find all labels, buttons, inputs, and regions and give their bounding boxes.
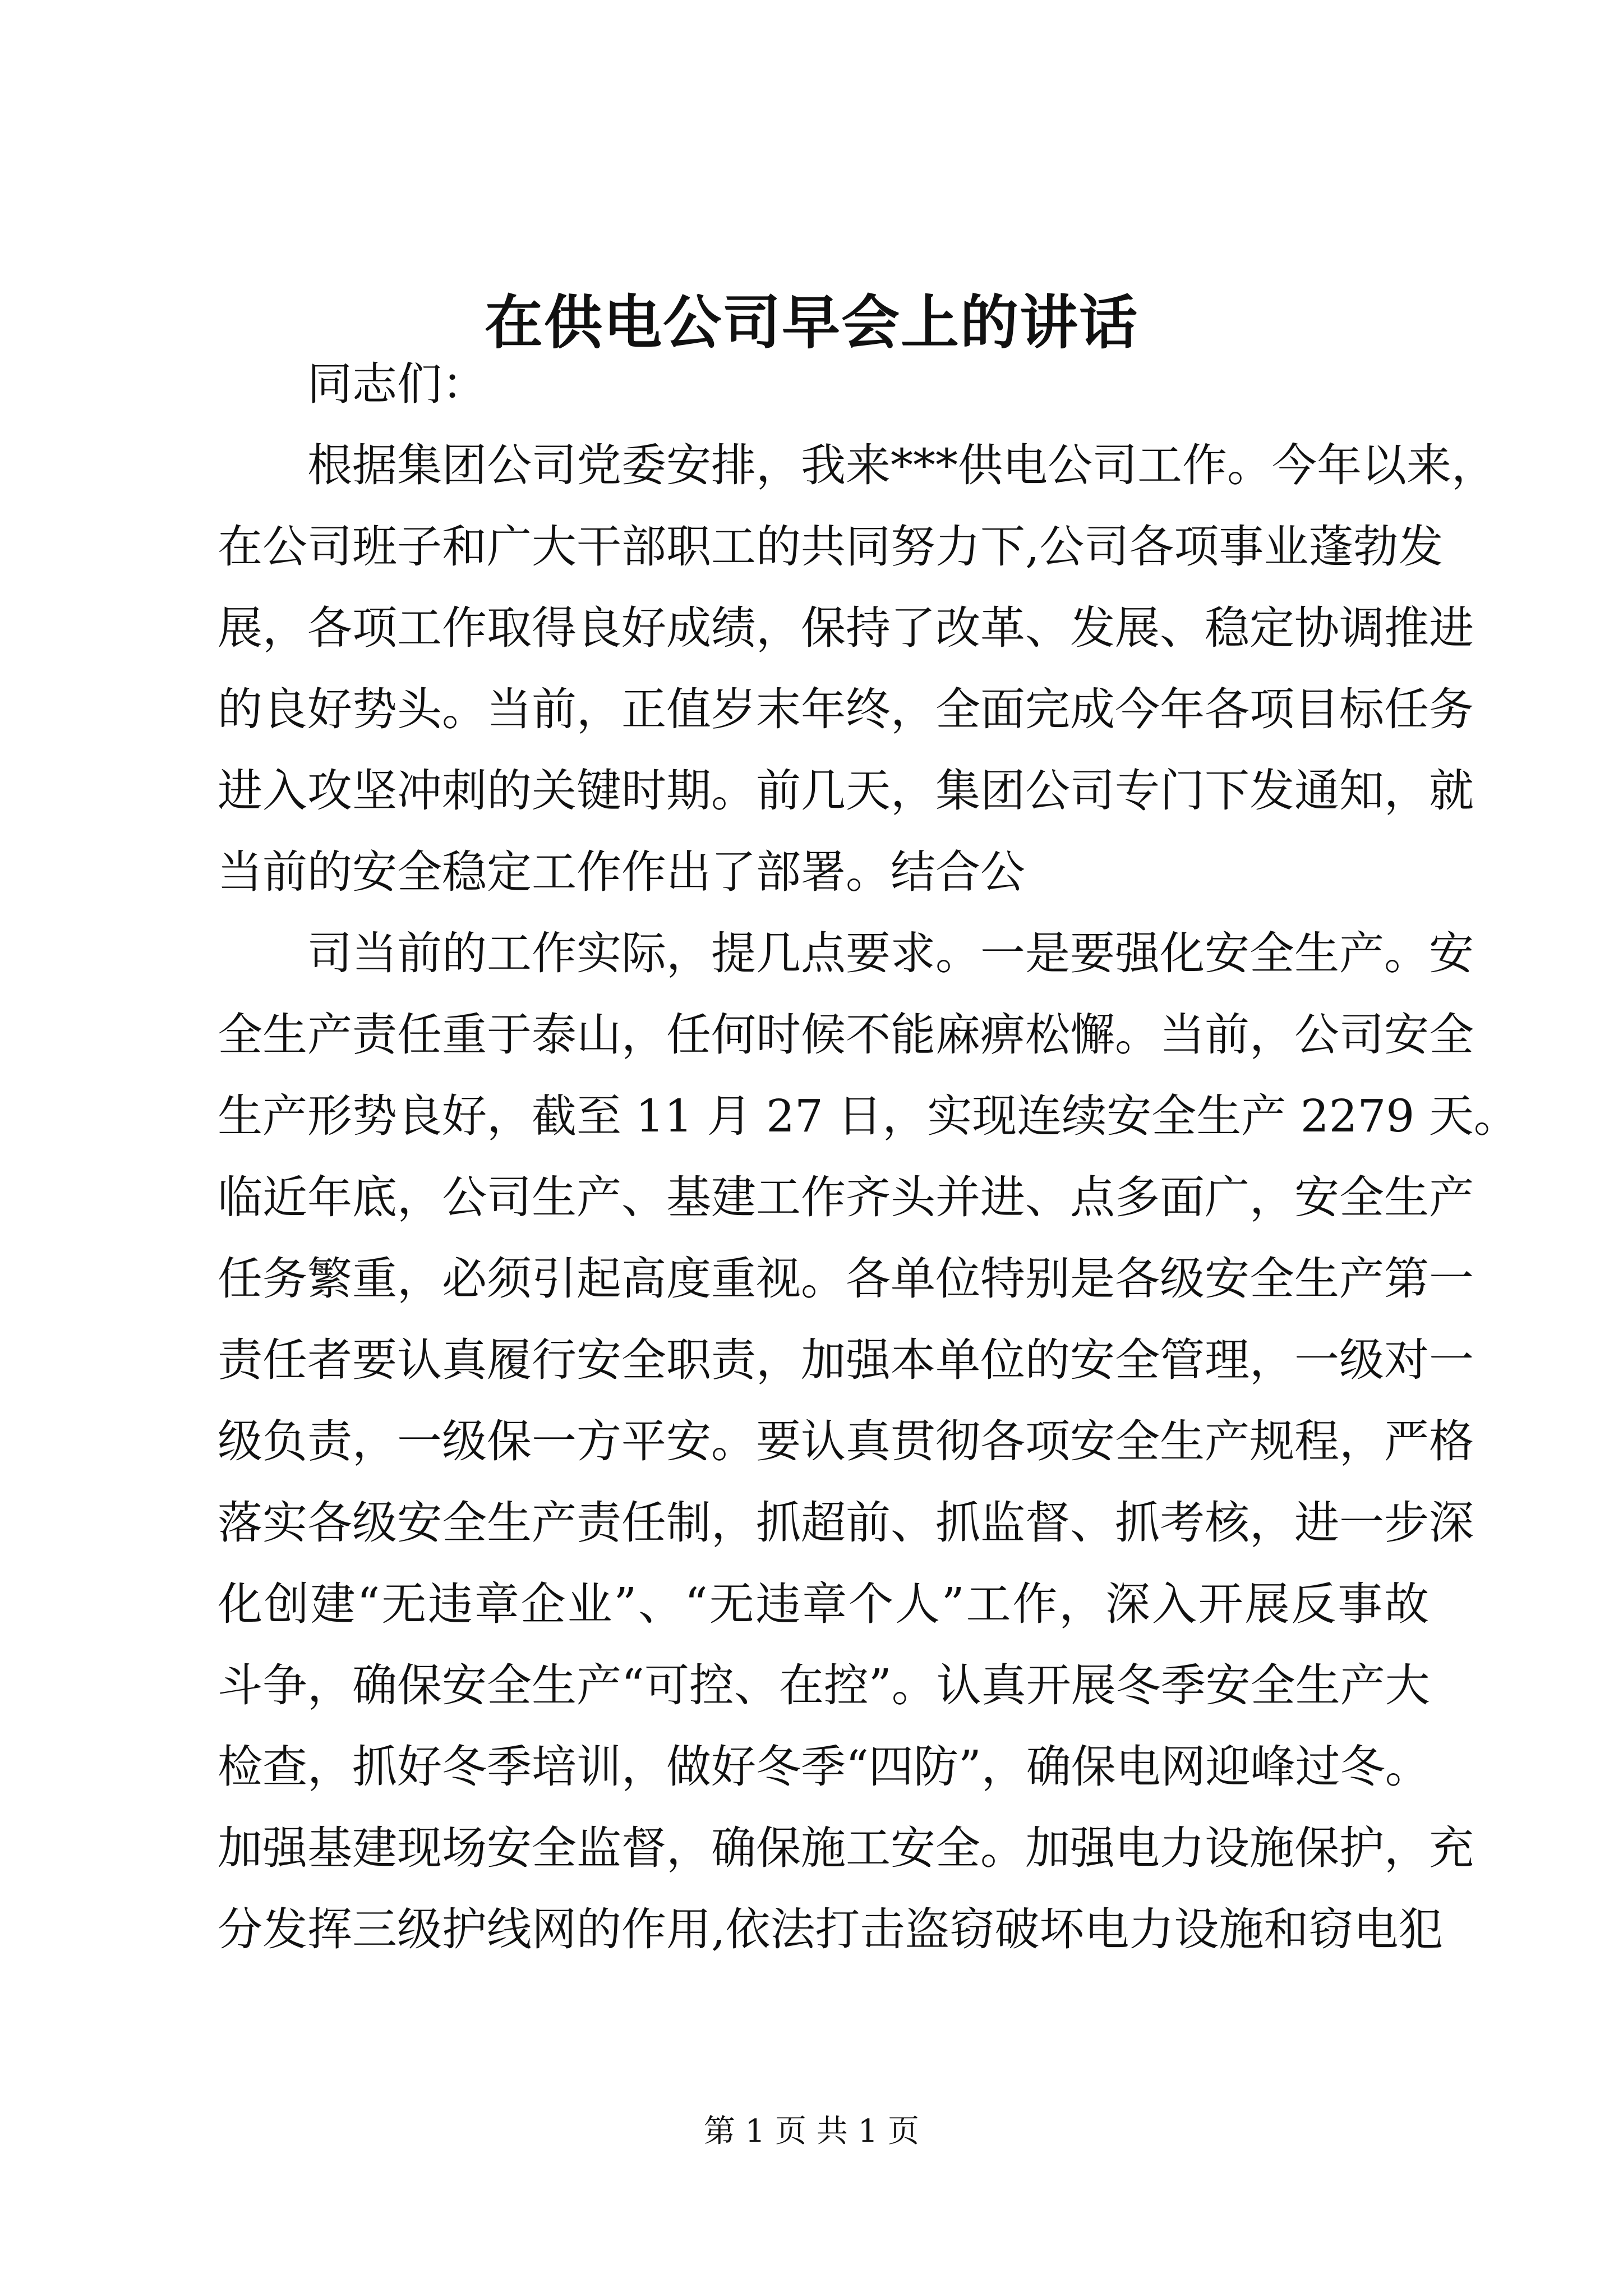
body-line: 进入攻坚冲刺的关键时期。前几天，集团公司专门下发通知，就 [218,765,1474,817]
body-line: 司当前的工作实际，提几点要求。一是要强化安全生产。安 [307,927,1474,979]
body-line: 根据集团公司党委安排，我来***供电公司工作。今年以来， [307,439,1496,491]
body-line: 在公司班子和广大干部职工的共同努力下,公司各项事业蓬勃发 [218,521,1444,573]
body-line: 展，各项工作取得良好成绩，保持了改革、发展、稳定协调推进 [218,602,1474,654]
page-number-footer: 第 1 页 共 1 页 [703,2113,920,2150]
body-line: 落实各级安全生产责任制，抓超前、抓监督、抓考核，进一步深 [218,1497,1474,1549]
body-line: 检查，抓好冬季培训，做好冬季“四防”，确保电网迎峰过冬。 [218,1741,1430,1793]
body-line: 级负责，一级保一方平安。要认真贯彻各项安全生产规程，严格 [218,1415,1474,1467]
body-line: 加强基建现场安全监督，确保施工安全。加强电力设施保护，充 [218,1822,1474,1874]
salutation-line: 同志们： [307,358,487,410]
body-line: 的良好势头。当前，正值岁末年终，全面完成今年各项目标任务 [218,683,1474,735]
body-line: 全生产责任重于泰山，任何时候不能麻痹松懈。当前，公司安全 [218,1009,1474,1061]
body-line: 当前的安全稳定工作作出了部署。结合公 [218,846,1025,898]
body-line: 临近年底，公司生产、基建工作齐头并进、点多面广，安全生产 [218,1171,1474,1223]
body-line: 任务繁重，必须引起高度重视。各单位特别是各级安全生产第一 [218,1253,1474,1305]
body-line: 化创建“无违章企业”、“无违章个人”工作，深入开展反事故 [218,1578,1429,1630]
document-title: 在供电公司早会上的讲话 [484,288,1138,357]
document-body [218,343,1519,1970]
body-line: 斗争，确保安全生产“可控、在控”。认真开展冬季安全生产大 [218,1659,1430,1711]
body-line: 责任者要认真履行安全职责，加强本单位的安全管理，一级对一 [218,1334,1474,1386]
body-line: 生产形势良好，截至 11 月 27 日，实现连续安全生产 2279 天。 [218,1090,1519,1142]
body-line: 分发挥三级护线网的作用,依法打击盗窃破坏电力设施和窃电犯 [218,1903,1444,1955]
